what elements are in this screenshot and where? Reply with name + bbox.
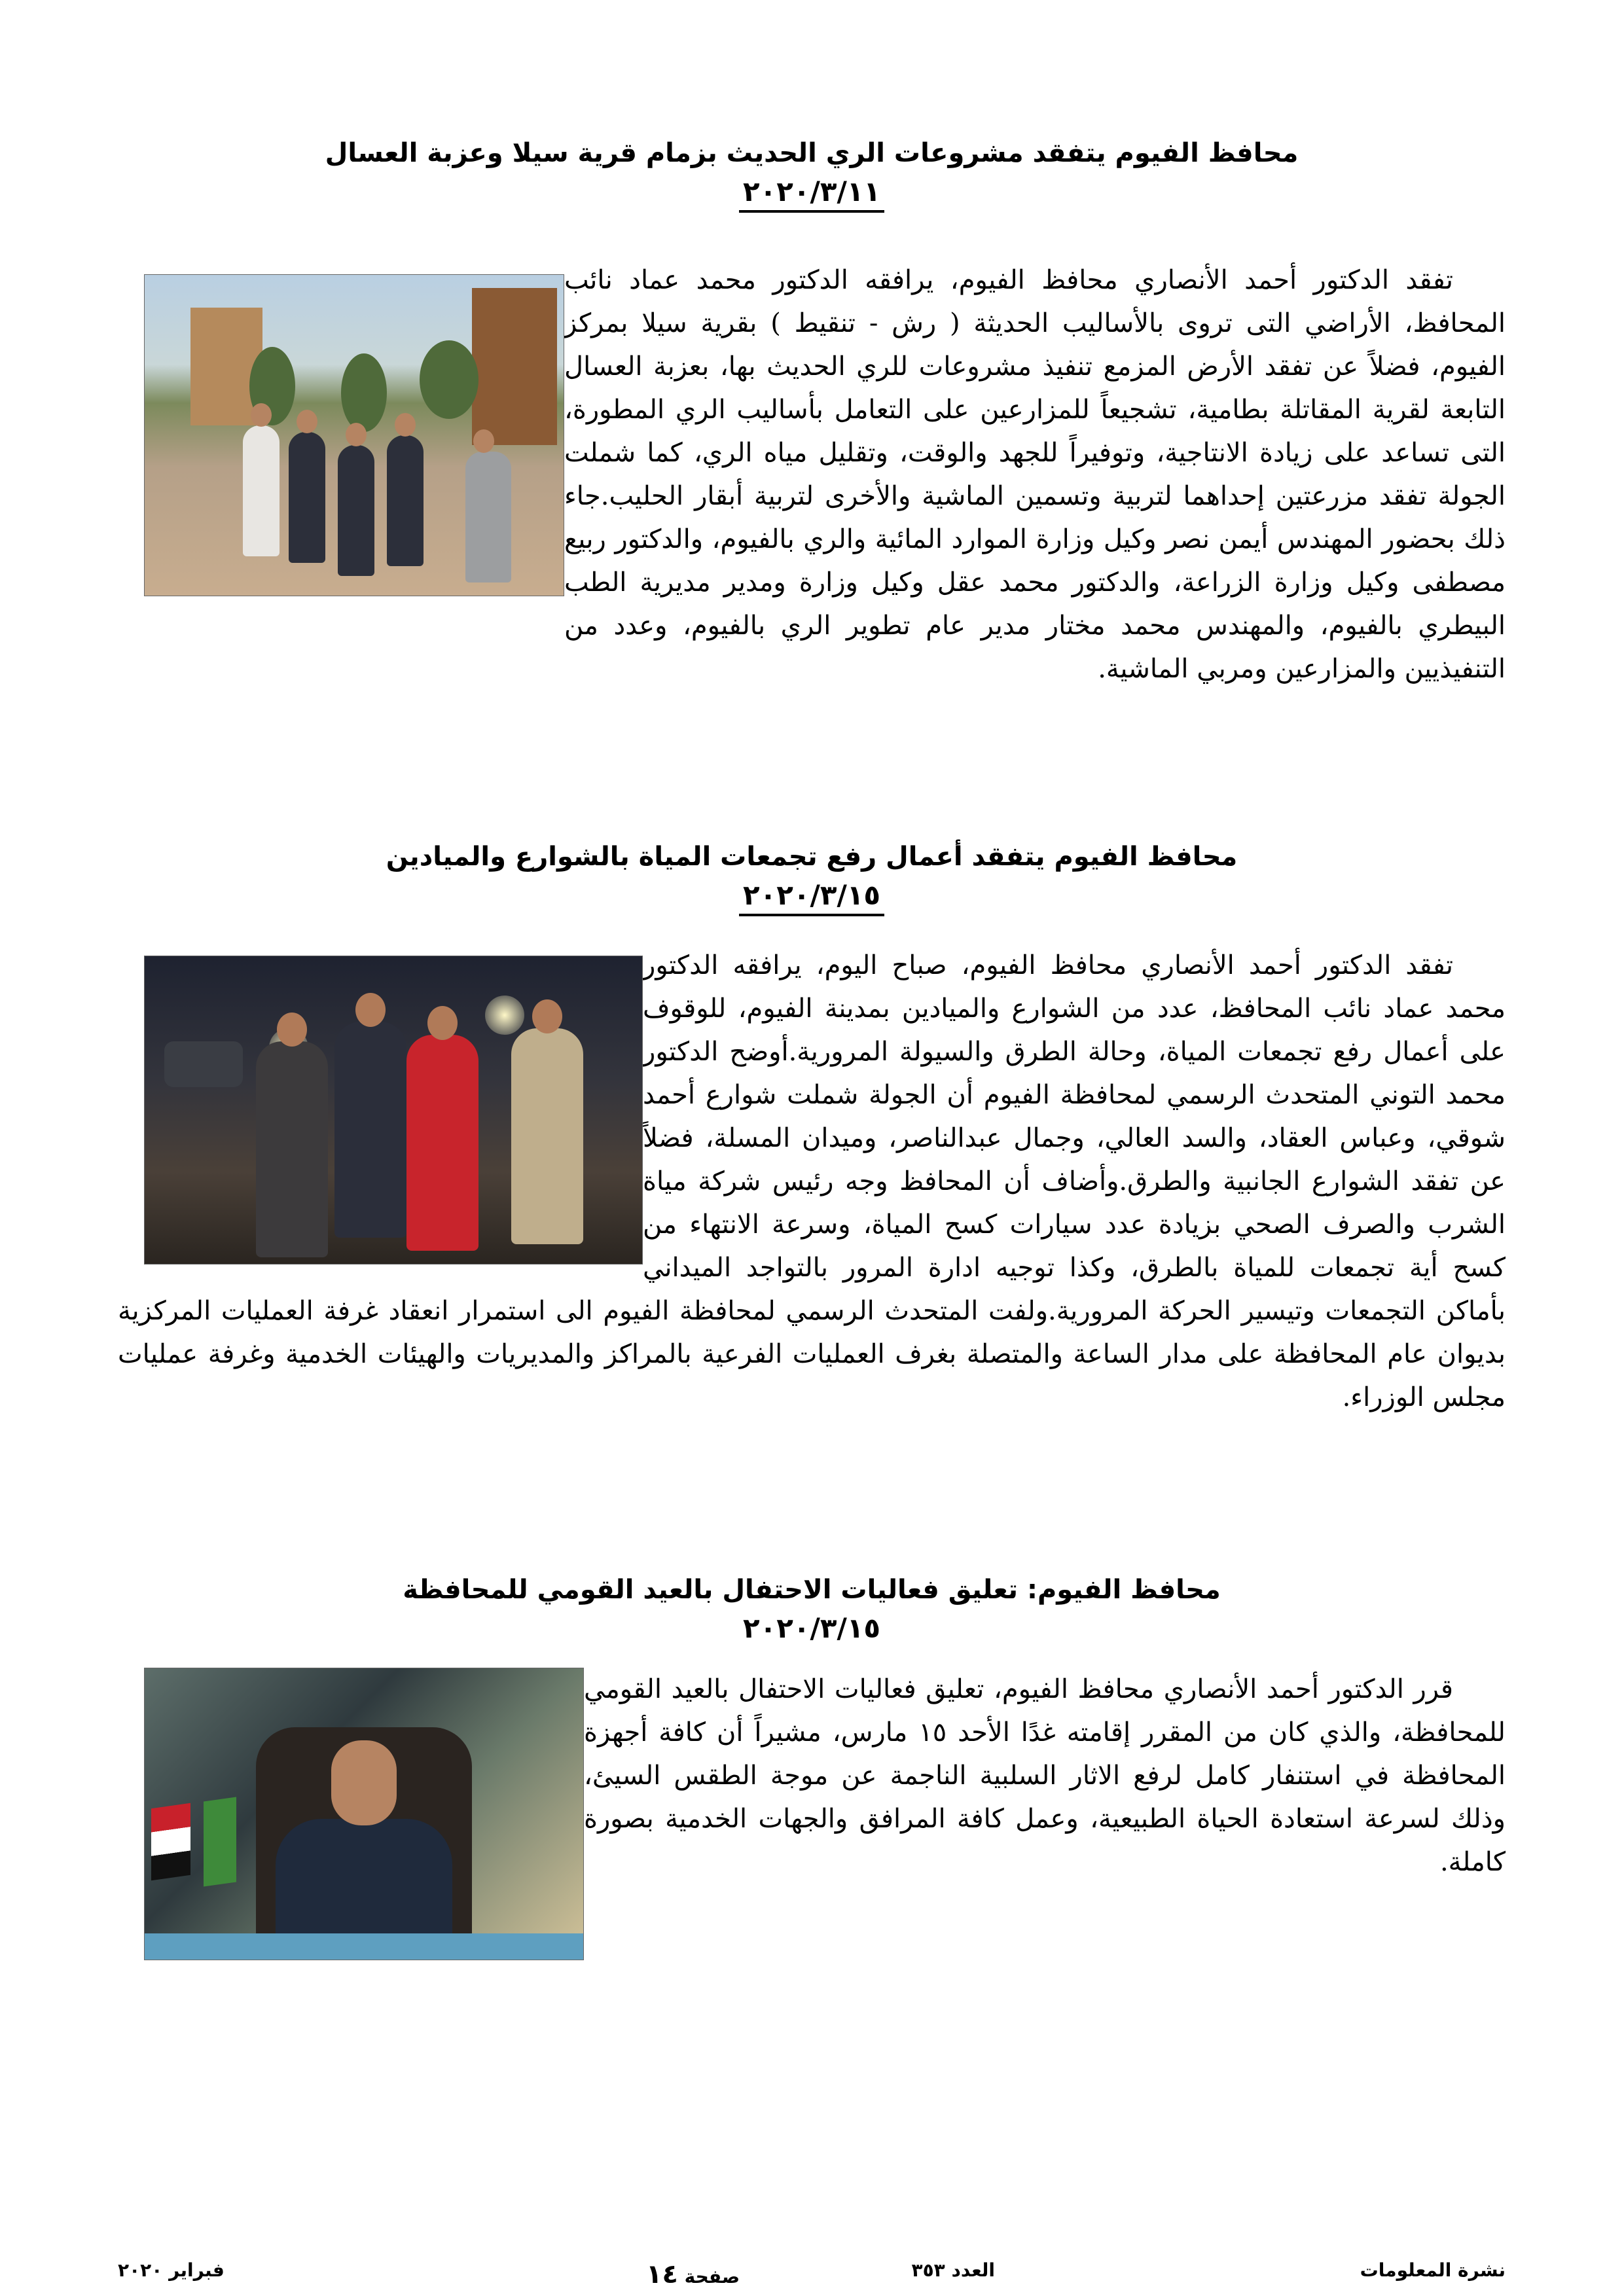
article-title: محافظ الفيوم يتفقد مشروعات الري الحديث بزمام قرية سيلا وعزبة العسال [325,138,1299,168]
article-date: ٢٠٢٠/٣/١٥ [118,876,1506,916]
article-title: محافظ الفيوم يتفقد أعمال رفع تجمعات المياة بالشوارع والميادين [386,842,1238,872]
page-footer [118,2259,1506,2292]
article-national-day [118,1571,1506,1971]
article-title: محافظ الفيوم: تعليق فعاليات الاحتفال بالعيد القومي للمحافظة [403,1575,1221,1605]
article-date: ٢٠٢٠/٣/١٥ [742,1612,881,1644]
publication-name: نشرة المعلومات [1360,2259,1506,2281]
governor-portrait-photo [144,1668,584,1960]
article-date: ٢٠٢٠/٣/١١ [118,172,1506,213]
article-irrigation [118,134,1506,691]
irrigation-visit-photo [144,274,564,596]
article-water-removal [118,838,1506,1419]
article-body: تفقد الدكتور أحمد الأنصاري محافظ الفيوم، يرافقه الدكتور محمد عماد نائب المحافظ، الأراضي التى تروى بالأساليب الحديثة ( رش - تنقيط ) بقرية سيلا بمركز الفيوم، فضلاً عن تفقد الأرض المزمع تنفيذ مشروعات للري الحديث بها، بعزبة العسال التابعة لقرية المقاتلة بطامية، تشجيعاً للمزارعين على التعامل بأساليب الري المطورة، التى تساعد على زيادة الانتاجية، وتوفيراً للجهد والوقت، وتقليل مياه الري، كما شملت الجولة تفقد مزرعتين إحداهما لتربية وتسمين الماشية والأخرى لتربية أبقار الحليب.جاء ذلك بحضور المهندس أيمن نصر وكيل وزارة الموارد المائية والري بالفيوم، والدكتور ربيع مصطفى وكيل وزارة الزراعة، والدكتور محمد عقل وكيل وزارة ومدير مديرية الطب البيطري بالفيوم، والمهندس محمد مختار مدير عام تطوير الري بالفيوم، وعدد من التنفيذيين والمزارعين ومربي الماشية. [118,259,1506,691]
street-inspection-photo [144,956,643,1265]
article-body: قرر الدكتور أحمد الأنصاري محافظ الفيوم، تعليق فعاليات الاحتفال بالعيد القومي للمحافظة، والذي كان من المقرر إقامته غدًا الأحد ١٥ مارس، مشيراً أن كافة أجهزة المحافظة في استنفار كامل لرفع الاثار السلبية الناجمة عن موجة الطقس السيئ، وذلك لسرعة استعادة الحياة الطبيعية، وعمل كافة المرافق والجهات الخدمية بصورة كاملة. [118,1668,1506,1884]
issue-number: العدد ٣٥٣ [911,2259,995,2281]
issue-month: فبراير ٢٠٢٠ [118,2259,225,2281]
article-body: تفقد الدكتور أحمد الأنصاري محافظ الفيوم، صباح اليوم، يرافقه الدكتور محمد عماد نائب المحافظ، عدد من الشوارع والميادين بمدينة الفيوم، للوقوف على أعمال رفع تجمعات المياة، وحالة الطرق والسيولة المرورية.أوضح الدكتور محمد التوني المتحدث الرسمي لمحافظة الفيوم أن الجولة شملت شوارع أحمد شوقي، وعباس العقاد، والسد العالي، وجمال عبدالناصر، وميدان المسلة، فضلاً عن تفقد الشوارع الجانبية والطرق.وأضاف أن المحافظ وجه رئيس شركة مياة الشرب والصرف الصحي بزيادة عدد سيارات كسح المياة، وسرعة الانتهاء من كسح أية تجمعات للمياة بالطرق، وكذا توجيه ادارة المرور بالتواجد الميداني بأماكن التجمعات وتيسير الحركة المرورية.ولفت المتحدث الرسمي لمحافظة الفيوم الى استمرار انعقاد غرفة العمليات المركزية بديوان عام المحافظة على مدار الساعة والمتصلة بغرف العمليات الفرعية بالمراكز والمديريات والهيئات الخدمية وغرفة عمليات مجلس الوزراء. [118,950,1506,1412]
page-number: صفحة ١٤ [646,2259,740,2289]
